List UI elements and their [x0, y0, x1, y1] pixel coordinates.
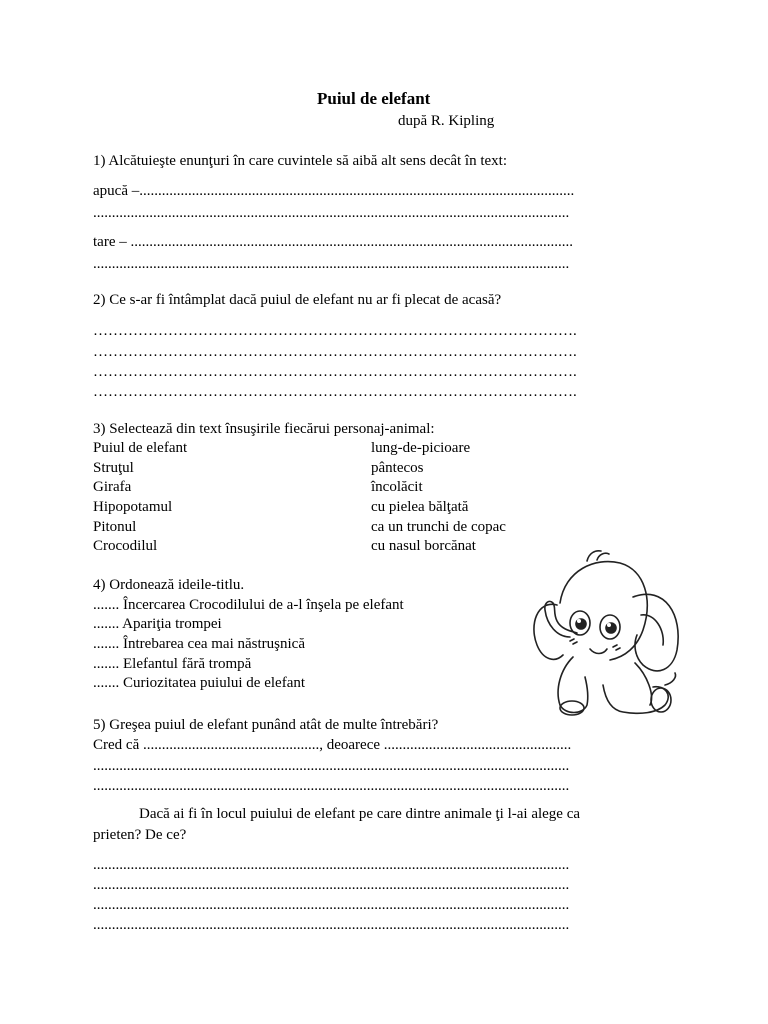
animal-trait: pântecos	[371, 460, 424, 476]
q1-answer-line-apuca: apucă –....................................................................................................................	[93, 183, 575, 199]
document-subtitle: după R. Kipling	[398, 113, 495, 129]
q2-answer-line: …………………………………………………………………………………….	[93, 384, 577, 400]
animal-trait: cu pielea bălţată	[371, 499, 469, 515]
baby-elephant-illustration	[515, 545, 695, 725]
q1-answer-line: ...............................................................................................................................	[93, 205, 570, 221]
q6-prompt-line2: prieten? De ce?	[93, 827, 187, 843]
q6-answer-line: ...............................................................................................................................	[93, 857, 570, 873]
q2-answer-line: …………………………………………………………………………………….	[93, 364, 577, 380]
q5-answer-line-cred-ca: Cred că ..............................................., deoarece ..................................................	[93, 737, 572, 753]
q2-answer-line: …………………………………………………………………………………….	[93, 344, 577, 360]
q6-answer-line: ...............................................................................................................................	[93, 877, 570, 893]
animal-trait: ca un trunchi de copac	[371, 519, 506, 535]
q1-prompt: 1) Alcătuieşte enunţuri în care cuvintele să aibă alt sens decât în text:	[93, 153, 508, 169]
q4-idea-item: ....... Curiozitatea puiului de elefant	[93, 675, 306, 691]
q5-answer-line: ...............................................................................................................................	[93, 778, 570, 794]
q1-answer-line-tare: tare – ......................................................................................................................	[93, 234, 573, 250]
document-title: Puiul de elefant	[317, 89, 431, 108]
q2-prompt: 2) Ce s-ar fi întâmplat dacă puiul de elefant nu ar fi plecat de acasă?	[93, 292, 502, 308]
animal-trait: cu nasul borcănat	[371, 538, 476, 554]
animal-trait: încolăcit	[371, 479, 423, 495]
animal-name: Girafa	[93, 479, 132, 495]
animal-name: Puiul de elefant	[93, 440, 188, 456]
q3-prompt: 3) Selectează din text însuşirile fiecărui personaj-animal:	[93, 421, 435, 437]
animal-trait: lung-de-picioare	[371, 440, 471, 456]
q5-prompt: 5) Greşea puiul de elefant punând atât de multe întrebări?	[93, 717, 439, 733]
q5-answer-line: ...............................................................................................................................	[93, 758, 570, 774]
q6-prompt-line1: Dacă ai fi în locul puiului de elefant pe care dintre animale ţi l-ai alege ca	[139, 806, 581, 822]
q6-answer-line: ...............................................................................................................................	[93, 917, 570, 933]
q1-answer-line: ...............................................................................................................................	[93, 256, 570, 272]
animal-name: Hipopotamul	[93, 499, 173, 515]
q4-idea-item: ....... Elefantul fără trompă	[93, 656, 252, 672]
animal-name: Crocodilul	[93, 538, 158, 554]
animal-name: Struţul	[93, 460, 134, 476]
q6-answer-line: ...............................................................................................................................	[93, 897, 570, 913]
q4-idea-item: ....... Încercarea Crocodilului de a-l înşela pe elefant	[93, 597, 404, 613]
animal-name: Pitonul	[93, 519, 137, 535]
q2-answer-line: …………………………………………………………………………………….	[93, 323, 577, 339]
q4-idea-item: ....... Apariţia trompei	[93, 616, 222, 632]
q4-prompt: 4) Ordonează ideile-titlu.	[93, 577, 245, 593]
q4-idea-item: ....... Întrebarea cea mai năstruşnică	[93, 636, 305, 652]
